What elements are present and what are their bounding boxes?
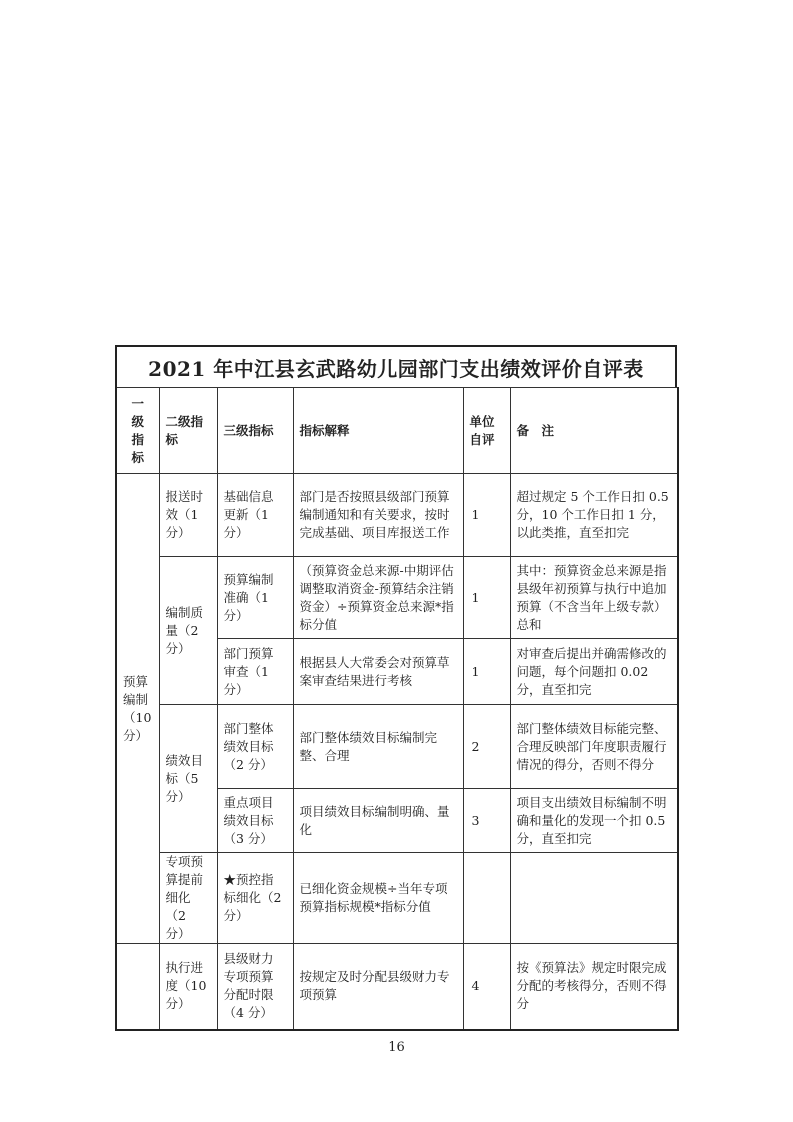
table-row	[116, 557, 678, 639]
subgroup-quality: 编制质 量（2 分）	[159, 557, 217, 705]
row-remarks	[510, 853, 678, 944]
header-explanation: 指标解释	[293, 388, 463, 474]
subgroup-advance: 专项预 算提前 细化（2 分）	[159, 853, 217, 944]
table-row	[116, 853, 678, 944]
header-level2: 二级指 标	[159, 388, 217, 474]
row-remarks: 超过规定 5 个工作日扣 0.5 分，10 个工作日扣 1 分，以此类推，直至扣完	[510, 474, 678, 557]
self-evaluation-table	[115, 387, 679, 1031]
row-remarks: 项目支出绩效目标编制不明确和量化的发现一个扣 0.5 分，直至扣完	[510, 789, 678, 853]
row-level3: 部门预算 审查（1分）	[217, 639, 293, 705]
row-score: 1	[463, 474, 510, 557]
row-score: 2	[463, 705, 510, 789]
group-empty	[116, 944, 159, 1030]
page-number: 16	[388, 1040, 405, 1055]
header-level1: 一 级 指 标	[116, 388, 159, 474]
subgroup-execution: 执行进 度（10 分）	[159, 944, 217, 1030]
row-score: 1	[463, 639, 510, 705]
row-score: 1	[463, 557, 510, 639]
subgroup-performance: 绩效目 标（5 分）	[159, 705, 217, 853]
table-row	[116, 705, 678, 789]
row-remarks: 对审查后提出并确需修改的问题，每个问题扣 0.02 分，直至扣完	[510, 639, 678, 705]
row-level3: 基础信息 更新（1分）	[217, 474, 293, 557]
row-score	[463, 853, 510, 944]
row-explanation: 部门是否按照县级部门预算编制通知和有关要求，按时完成基础、项目库报送工作	[293, 474, 463, 557]
row-remarks: 按《预算法》规定时限完成分配的考核得分，否则不得分	[510, 944, 678, 1030]
evaluation-sheet	[115, 345, 677, 1031]
row-level3: 预算编制 准确（1分）	[217, 557, 293, 639]
row-level3: ★预控指 标细化（2 分）	[217, 853, 293, 944]
table-row	[116, 944, 678, 1030]
row-level3: 县级财力 专项预算 分配时限 （4 分）	[217, 944, 293, 1030]
subgroup-timeliness: 报送时 效（1 分）	[159, 474, 217, 557]
row-level3: 重点项目 绩效目标 （3 分）	[217, 789, 293, 853]
header-remarks: 备 注	[510, 388, 678, 474]
row-explanation: 项目绩效目标编制明确、量化	[293, 789, 463, 853]
header-self-score: 单位 自评	[463, 388, 510, 474]
row-remarks: 其中：预算资金总来源是指县级年初预算与执行中追加预算（不含当年上级专款）总和	[510, 557, 678, 639]
group-budget-prep: 预算 编制 （10 分）	[116, 474, 159, 944]
table-row	[116, 474, 678, 557]
row-level3: 部门整体 绩效目标 （2 分）	[217, 705, 293, 789]
row-explanation: （预算资金总来源-中期评估调整取消资金-预算结余注销资金）÷预算资金总来源*指标分值	[293, 557, 463, 639]
row-explanation: 按规定及时分配县级财力专项预算	[293, 944, 463, 1030]
table-header-row	[116, 388, 678, 474]
row-score: 4	[463, 944, 510, 1030]
row-score: 3	[463, 789, 510, 853]
header-level3: 三级指标	[217, 388, 293, 474]
row-explanation: 部门整体绩效目标编制完整、合理	[293, 705, 463, 789]
document-title: 2021 年中江县玄武路幼儿园部门支出绩效评价自评表	[115, 345, 677, 387]
row-explanation: 已细化资金规模÷当年专项预算指标规模*指标分值	[293, 853, 463, 944]
row-remarks: 部门整体绩效目标能完整、合理反映部门年度职责履行情况的得分，否则不得分	[510, 705, 678, 789]
row-explanation: 根据县人大常委会对预算草案审查结果进行考核	[293, 639, 463, 705]
